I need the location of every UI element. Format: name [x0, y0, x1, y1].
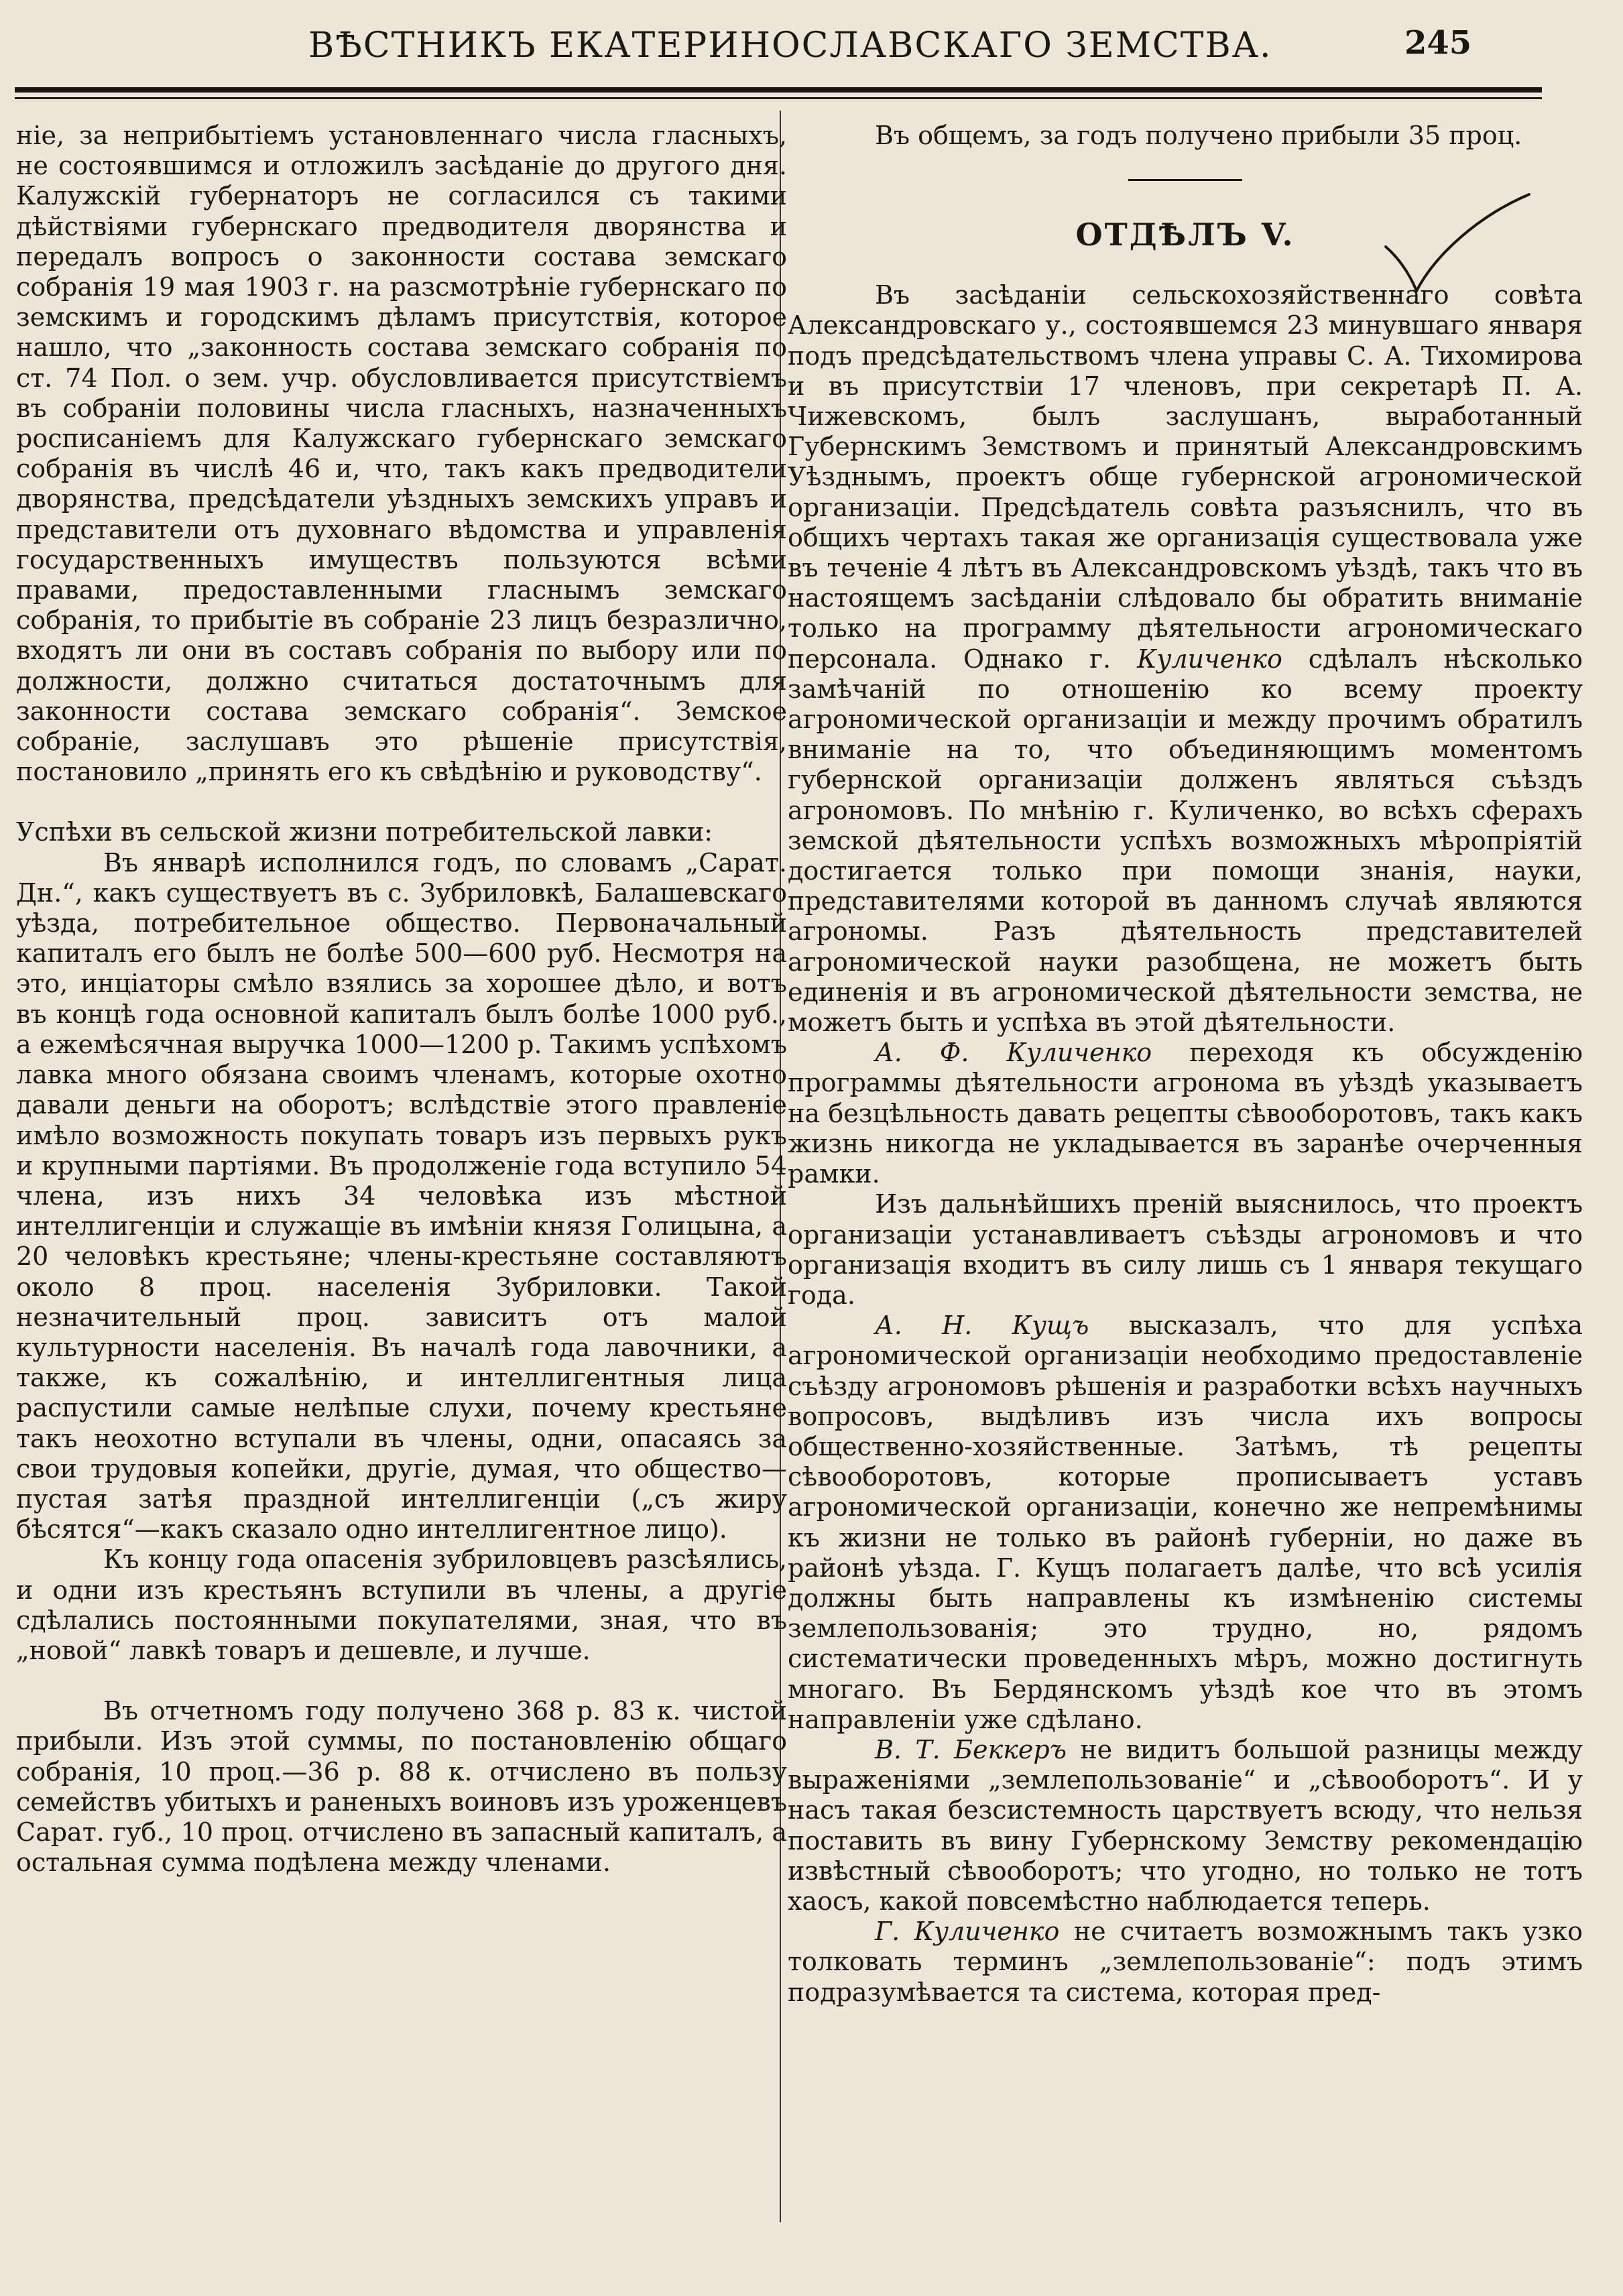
- checkmark-icon: [1378, 190, 1539, 298]
- left-paragraph-3: Въ январѣ исполнился годъ, по словамъ „Сарат. Дн.“, какъ существуетъ въ с. Зубриловкѣ, Балашевскаго уѣзда, потребительное общество. Первоначальный капиталъ его былъ не болѣе 500—600 руб. Несмотря на это, инціаторы смѣло взялись за хорошее дѣло, и вотъ въ концѣ года основной капиталъ былъ болѣе 1000 руб., а ежемѣсячная выручка 1000—1200 р. Такимъ успѣхомъ лавка много обязана своимъ членамъ, которые охотно давали деньги на оборотъ; вслѣдствіе этого правленіе имѣло возможность покупать товаръ изъ первыхъ рукъ и крупными партіями. Въ продолженіе года вступило 54 члена, изъ нихъ 34 человѣка изъ мѣстной интеллигенціи и служащіе въ имѣніи князя Голицына, а 20 человѣкъ крестьяне; члены-крестьяне составляютъ около 8 проц. населенія Зубриловки. Такой незначительный проц. зависитъ отъ малой культурности населенія. Въ началѣ года лавочники, а также, къ сожалѣнію, и интеллигентныя лица распустили самые нелѣпые слухи, почему крестьяне такъ неохотно вступали въ члены, одни, опасаясь за свои трудовыя копейки, другіе, думая, что общество—пустая затѣя праздной интеллигенціи („съ жиру бѣсятся“—какъ сказало одно интеллигентное лицо).: [16, 847, 787, 1545]
- left-paragraph-4: Къ концу года опасенія зубриловцевъ разсѣялись, и одни изъ крестьянъ вступили въ члены, а другіе сдѣлались постоянными покупателями, зная, что въ „новой“ лавкѣ товаръ и дешевле, и лучше.: [16, 1545, 787, 1665]
- left-column: [16, 121, 787, 1878]
- page-number: 245: [1404, 24, 1472, 62]
- running-title: ВѢСТНИКЪ ЕКАТЕРИНОСЛАВСКАГО ЗЕМСТВА.: [308, 25, 1272, 66]
- right-paragraph-4: Изъ дальнѣйшихъ преній выяснилось, что проектъ организаціи устанавливаетъ съѣзды агрономовъ и что организація входитъ въ силу лишь съ 1 января текущаго года.: [788, 1189, 1583, 1310]
- right-paragraph-1: Въ общемъ, за годъ получено прибыли 35 проц.: [875, 121, 1522, 150]
- section-heading: [788, 201, 1583, 280]
- page-header: [0, 0, 1623, 101]
- section-divider-rule: [1128, 179, 1242, 181]
- right-paragraph-3-rest: переходя къ обсужденію программы дѣятельности агронома въ уѣздѣ указываетъ на безцѣльность давать рецепты сѣвооборотовъ, такъ какъ жизнь никогда не укладывается въ заранѣе очерченныя рамки.: [788, 1038, 1583, 1189]
- header-rule-thick: [15, 87, 1542, 93]
- right-paragraph-3: [788, 1038, 1583, 1189]
- right-paragraph-2: [788, 280, 1583, 1038]
- right-paragraph-5-rest: высказалъ, что для успѣха агрономической организаціи необходимо предоставленіе съѣзду агрономовъ рѣшенія и разработки всѣхъ научныхъ вопросовъ, выдѣливъ изъ числа ихъ вопросы общественно-хозяйственные. Затѣмъ, тѣ рецепты сѣвооборотовъ, которые прописываетъ уставъ агрономической организаціи, конечно же непремѣнимы къ жизни не только въ районѣ губерніи, но даже въ районѣ уѣзда. Г. Кущъ полагаетъ далѣе, что всѣ усилія должны быть направлены къ измѣненію системы землепользованія; это трудно, но, рядомъ систематически проведенныхъ мѣръ, можно достигнуть многаго. Въ Бердянскомъ уѣздѣ кое что въ этомъ направленіи уже сдѣлано.: [788, 1311, 1583, 1734]
- right-paragraph-2-text: Въ засѣданіи сельскохозяйственнаго совѣта Александровскаго у., состоявшемся 23 минувшаго января подъ предсѣдательствомъ члена управы С. А. Тихомирова и въ присутствіи 17 членовъ, при секретарѣ П. А. Чижевскомъ, былъ заслушанъ, выработанный Губернскимъ Земствомъ и принятый Александровскимъ Уѣзднымъ, проектъ обще губернской агрономической организаціи. Предсѣдатель совѣта разъяснилъ, что въ общихъ чертахъ такая же организація существовала уже въ теченіе 4 лѣтъ въ Александровскомъ уѣздѣ, такъ что въ настоящемъ засѣданіи слѣдовало бы обратить вниманіе только на программу дѣятельности агрономическаго персонала. Однако г.: [788, 280, 1583, 674]
- right-column: [788, 121, 1583, 2008]
- header-rule-thin: [15, 97, 1542, 99]
- left-paragraph-2: Успѣхи въ сельской жизни потребительской лавки:: [16, 817, 713, 847]
- right-paragraph-6: [788, 1735, 1583, 1917]
- right-paragraph-2-rest: сдѣлалъ нѣсколько замѣчаній по отношенію ко всему проекту агрономической организаціи и между прочимъ обратилъ вниманіе на то, что объединяющимъ моментомъ губернской организаціи долженъ являться съѣздъ агрономовъ. По мнѣнію г. Куличенко, во всѣхъ сферахъ земской дѣятельности успѣхъ возможныхъ мѣропріятій достигается только при помощи знанія, науки, представителями которой въ данномъ случаѣ являются агрономы. Разъ дѣятельность представителей агрономической науки разобщена, не можетъ быть единенія и въ агрономической дѣятельности земства, не можетъ быть и успѣха въ этой дѣятельности.: [788, 644, 1583, 1038]
- speaker-name: Куличенко: [1137, 644, 1282, 674]
- right-paragraph-7: [788, 1917, 1583, 2008]
- right-paragraph-6-rest: не видитъ большой разницы между выраженіями „землепользованіе“ и „сѣвооборотъ“. И у насъ такая безсистемность царствуетъ всюду, что нельзя поставить въ вину Губернскому Земству рекомендацію извѣстный сѣвооборотъ; что угодно, но только не тотъ хаосъ, какой повсемѣстно наблюдается теперь.: [788, 1734, 1583, 1916]
- speaker-name: А. Н. Кущъ: [875, 1311, 1089, 1341]
- left-paragraph-1: ніе, за неприбытіемъ установленнаго числа гласныхъ, не состоявшимся и отложилъ засѣданіе до другого дня. Калужскій губернаторъ не согласился съ такими дѣйствіями губернскаго предводителя дворянства и передалъ вопросъ о законности состава земскаго собранія 19 мая 1903 г. на разсмотрѣніе губернскаго по земскимъ и городскимъ дѣламъ присутствія, которое нашло, что „законность состава земскаго собранія по ст. 74 Пол. о зем. учр. обусловливается присутствіемъ въ собраніи половины числа гласныхъ, назначенныхъ росписаніемъ для Калужскаго губернскаго земскаго собранія въ числѣ 46 и, что, такъ какъ предводители дворянства, предсѣдатели уѣздныхъ земскихъ управъ и представители отъ духовнаго вѣдомства и управленія государственныхъ имуществъ пользуются всѣми правами, предоставленными гласнымъ земскаго собранія, то прибытіе въ собраніе 23 лицъ безразлично, входятъ ли они въ составъ собранія по выбору или по должности, должно считаться достаточнымъ для законности состава земскаго собранія“. Земское собраніе, заслушавъ это рѣшеніе присутствія, постановило „принять его къ свѣдѣнію и руководству“.: [16, 121, 787, 787]
- speaker-name: В. Т. Беккеръ: [875, 1734, 1067, 1764]
- speaker-name: Г. Куличенко: [875, 1917, 1060, 1947]
- speaker-name: А. Ф. Куличенко: [875, 1038, 1152, 1068]
- left-paragraph-5: Въ отчетномъ году получено 368 р. 83 к. чистой прибыли. Изъ этой суммы, по постановленію общаго собранія, 10 проц.—36 р. 88 к. отчислено въ пользу семействъ убитыхъ и раненыхъ воиновъ изъ уроженцевъ Сарат. губ., 10 проц. отчислено въ запасный капиталъ, а остальная сумма подѣлена между членами.: [16, 1696, 787, 1878]
- right-paragraph-5: [788, 1311, 1583, 1735]
- right-paragraph-7-rest: не считаетъ возможнымъ такъ узко толковать терминъ „землепользованіе“: подъ этимъ подразумѣвается та система, которая пред-: [788, 1917, 1583, 2007]
- section-title: ОТДѢЛЪ V.: [1075, 217, 1295, 253]
